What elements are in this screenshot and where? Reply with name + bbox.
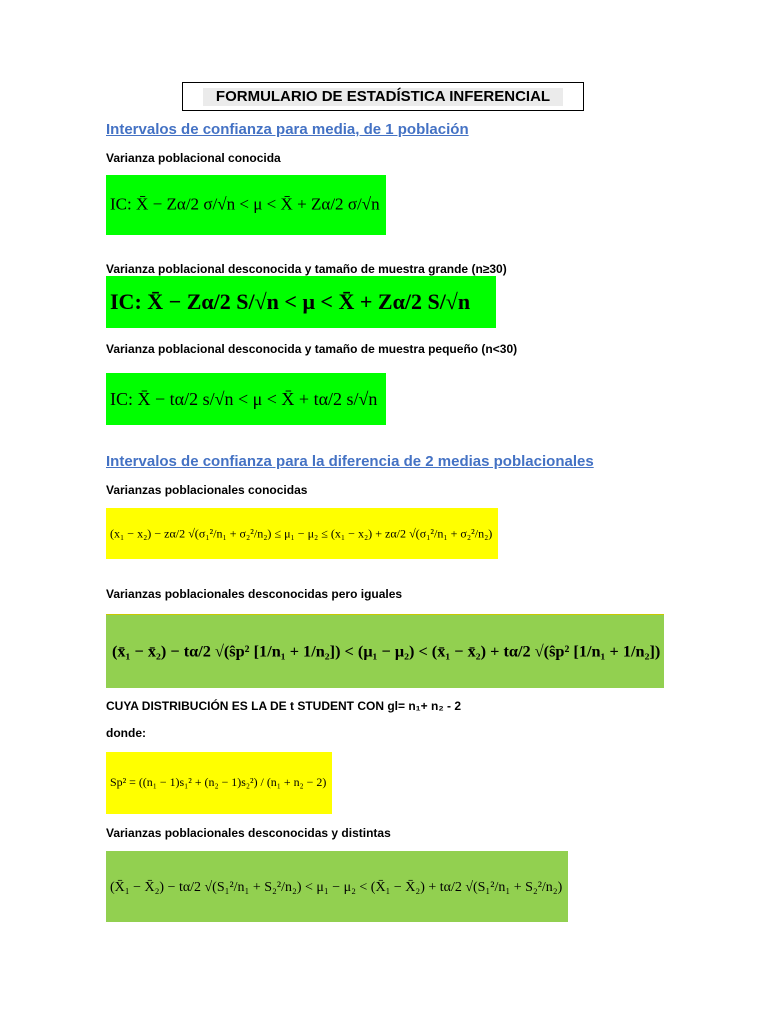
formula-text: (X̄₁ − X̄₂) − tα/2 √(S₁²/n₁ + S₂²/n₂) < μ₁ − μ₂ < (X̄₁ − X̄₂) + tα/2 √(S₁²/n₁ + S₂²/n₂) (110, 878, 563, 894)
formula-text: IC: X̄ − Zα/2 S/√n < μ < X̄ + Zα/2 S/√n (110, 289, 471, 314)
formula-text: IC: X̄ − Zα/2 σ/√n < μ < X̄ + Zα/2 σ/√n (110, 195, 380, 214)
subtitle-small-sample: Varianza poblacional desconocida y tamaño de muestra pequeño (n<30) (106, 342, 518, 356)
formula-text: IC: X̄ − tα/2 s/√n < μ < X̄ + tα/2 s/√n (110, 388, 378, 409)
formula-small-sample (106, 373, 386, 425)
formula-text: (x₁ − x₂) − zα/2 √(σ₁²/n₁ + σ₂²/n₂) ≤ μ₁ − μ₂ ≤ (x₁ − x₂) + zα/2 √(σ₁²/n₁ + σ₂²/n₂) (110, 526, 493, 540)
formula-known-variance (106, 175, 386, 235)
formula-text: Sp² = ((n₁ − 1)s₁² + (n₂ − 1)s₂²) / (n₁ + n₂ − 2) (110, 776, 327, 789)
formula-equal-variances (106, 614, 664, 688)
subtitle-known-variance: Varianza poblacional conocida (106, 151, 281, 165)
donde-label: donde: (106, 726, 146, 740)
formula-large-sample (106, 276, 496, 328)
section-heading-one-population: Intervalos de confianza para media, de 1 población (106, 121, 469, 138)
section-heading-two-populations: Intervalos de confianza para la diferencia de 2 medias poblacionales (106, 453, 594, 470)
subtitle-equal-variances: Varianzas poblacionales desconocidas pero iguales (106, 587, 403, 601)
subtitle-known-variances: Varianzas poblacionales conocidas (106, 483, 308, 497)
formula-text: (x̄₁ − x̄₂) − tα/2 √(ŝp² [1/n₁ + 1/n₂]) < (μ₁ − μ₂) < (x̄₁ − x̄₂) + tα/2 √(ŝp² [1/n₁ + 1/n₂]) (112, 642, 661, 661)
formula-unequal-variances (106, 851, 568, 922)
formula-known-variances (106, 508, 498, 559)
title-box (182, 82, 584, 111)
subtitle-large-sample: Varianza poblacional desconocida y tamaño de muestra grande (n≥30) (106, 262, 507, 276)
distribution-note: CUYA DISTRIBUCIÓN ES LA DE t STUDENT CON gl= n₁+ n₂ - 2 (106, 699, 461, 713)
formula-pooled-variance (106, 752, 332, 814)
page-title: FORMULARIO DE ESTADÍSTICA INFERENCIAL (203, 88, 563, 106)
subtitle-unequal-variances: Varianzas poblacionales desconocidas y distintas (106, 826, 391, 840)
